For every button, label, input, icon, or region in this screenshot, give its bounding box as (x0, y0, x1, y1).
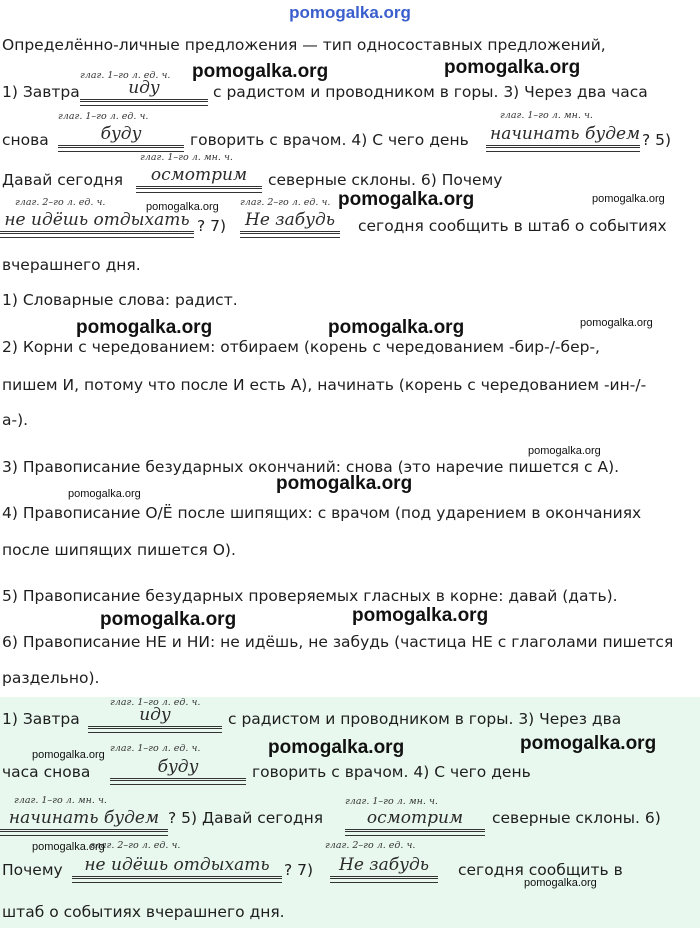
text2-line4c: сегодня сообщить в (458, 861, 623, 879)
gram-label: глаг. 1–го л. ед. ч. (110, 697, 201, 708)
watermark: pomogalka.org (268, 737, 405, 758)
underlined-word: осмотрим (136, 165, 262, 189)
underlined-word: начинать будем (0, 808, 168, 832)
note-5: 5) Правописание безударных проверяемых гласных в корне: давай (дать). (2, 587, 618, 605)
note-2a: 2) Корни с чередованием: отбираем (корень с чередованием -бир-/-бер-, (2, 338, 600, 356)
text1-line5: вчерашнего дня. (2, 256, 141, 274)
underlined-word: буду (58, 124, 184, 148)
underlined-word: не идёшь отдыхать (0, 210, 194, 234)
note-6a: 6) Правописание НЕ и НИ: не идёшь, не забудь (частица НЕ с глаголами пишется (2, 633, 674, 651)
watermark: pomogalka.org (32, 749, 105, 761)
watermark: pomogalka.org (76, 317, 213, 338)
note-3: 3) Правописание безударных окончаний: снова (это наречие пишется с А). (2, 458, 620, 476)
gram-label: глаг. 1–го л. мн. ч. (14, 795, 107, 806)
site-header[interactable]: pomogalka.org (289, 3, 411, 22)
text2-line5: штаб о событиях вчерашнего дня. (2, 903, 285, 921)
text1-line3a: Давай сегодня (2, 171, 124, 189)
text2-line3b: ? 5) Давай сегодня (168, 809, 324, 827)
gram-label: глаг. 1–го л. ед. ч. (80, 70, 171, 81)
underlined-word: начинать будем (486, 124, 640, 148)
underlined-word: Не забудь (240, 210, 340, 234)
text1-line4a: ? 7) (197, 217, 227, 235)
watermark: pomogalka.org (276, 473, 413, 494)
note-6b: раздельно). (2, 669, 100, 687)
watermark: pomogalka.org (100, 609, 237, 630)
gram-label: глаг. 1–го л. мн. ч. (345, 796, 438, 807)
text2-line1a: 1) Завтра (2, 710, 80, 728)
gram-label: глаг. 2–го л. ед. ч. (325, 840, 416, 851)
gram-label: глаг. 1–го л. мн. ч. (140, 152, 233, 163)
watermark: pomogalka.org (328, 317, 465, 338)
text2-line2b: говорить с врачом. 4) С чего день (252, 763, 531, 781)
gram-label: глаг. 1–го л. мн. ч. (500, 110, 593, 121)
gram-label: глаг. 2–го л. ед. ч. (90, 840, 181, 851)
text1-line2a: снова (2, 131, 49, 149)
text1-line1b: с радистом и проводником в горы. 3) Через два часа (213, 83, 648, 101)
note-4a: 4) Правописание О/Ё после шипящих: с врачом (под ударением в окончаниях (2, 504, 642, 522)
watermark: pomogalka.org (592, 193, 665, 205)
text1-line1a: 1) Завтра (2, 83, 80, 101)
watermark: pomogalka.org (68, 488, 141, 500)
watermark: pomogalka.org (146, 201, 219, 213)
note-1: 1) Словарные слова: радист. (2, 291, 238, 309)
gram-label: глаг. 1–го л. ед. ч. (58, 111, 149, 122)
note-2c: а-). (2, 411, 29, 429)
gram-label: глаг. 2–го л. ед. ч. (15, 197, 106, 208)
text2-line1b: с радистом и проводником в горы. 3) Через два (228, 710, 622, 728)
text2-line2a: часа снова (2, 763, 91, 781)
note-2b: пишем И, потому что после И есть А), начинать (корень с чередованием -ин-/- (2, 376, 647, 394)
text2-line4b: ? 7) (284, 861, 314, 879)
underlined-word: осмотрим (345, 808, 485, 832)
text1-line2c: ? 5) (642, 131, 672, 149)
watermark: pomogalka.org (192, 61, 329, 82)
underlined-word: иду (88, 705, 222, 729)
watermark: pomogalka.org (444, 57, 581, 78)
underlined-word: не идёшь отдыхать (72, 855, 282, 879)
note-4b: после шипящих пишется О). (2, 541, 236, 559)
watermark: pomogalka.org (520, 733, 657, 754)
watermark: pomogalka.org (32, 841, 105, 853)
watermark: pomogalka.org (580, 317, 653, 329)
watermark: pomogalka.org (524, 877, 597, 889)
underlined-word: Не забудь (330, 855, 438, 879)
intro-text: Определённо-личные предложения — тип односоставных предложений, (2, 36, 606, 54)
underlined-word: буду (110, 757, 246, 781)
text2-line3c: северные склоны. 6) (492, 809, 661, 827)
text1-line3b: северные склоны. 6) Почему (268, 171, 503, 189)
text2-line4a: Почему (2, 861, 63, 879)
underlined-word: иду (80, 78, 208, 102)
gram-label: глаг. 1–го л. ед. ч. (110, 743, 201, 754)
text1-line4b: сегодня сообщить в штаб о событиях (358, 217, 667, 235)
text1-line2b: говорить с врачом. 4) С чего день (190, 131, 469, 149)
watermark: pomogalka.org (528, 445, 601, 457)
watermark: pomogalka.org (352, 605, 489, 626)
watermark: pomogalka.org (338, 189, 475, 210)
gram-label: глаг. 2–го л. ед. ч. (240, 197, 331, 208)
